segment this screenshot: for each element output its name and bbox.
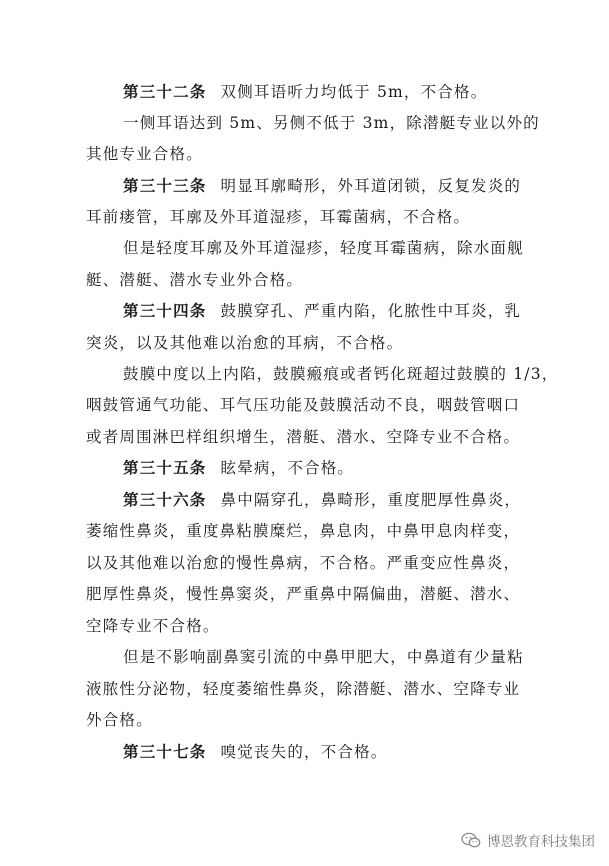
text-line (86, 710, 153, 730)
text-line (123, 301, 521, 321)
text-line (123, 82, 487, 102)
article-number: 第三十七条 (123, 742, 207, 761)
article-number: 第三十五条 (123, 458, 207, 477)
text-line (86, 679, 520, 699)
text-line (86, 395, 520, 415)
line-text: 一侧耳语达到 5m、另侧不低于 3m，除潜艇专业以外的 (123, 114, 540, 132)
text-line (86, 333, 403, 353)
text-line (86, 521, 520, 541)
line-text: 萎缩性鼻炎，重度鼻粘膜糜烂，鼻息肉，中鼻甲息肉样变， (86, 522, 521, 540)
wechat-icon (461, 832, 481, 849)
text-line (86, 270, 303, 290)
text-line (123, 238, 524, 258)
text-line (86, 616, 220, 636)
text-line (123, 113, 540, 133)
text-line (123, 458, 354, 478)
line-text: 其他专业合格。 (86, 145, 203, 163)
text-line (123, 647, 524, 667)
text-line (123, 490, 521, 510)
line-text: 肥厚性鼻炎，慢性鼻窦炎，严重鼻中隔偏曲，潜艇、潜水、 (86, 585, 521, 603)
line-text: 鼓膜中度以上内陷，鼓膜瘢痕或者钙化斑超过鼓膜的 1/3， (123, 365, 559, 383)
line-text: 耳前瘘管，耳廓及外耳道湿疹，耳霉菌病，不合格。 (86, 208, 471, 226)
line-text: 但是不影响副鼻窦引流的中鼻甲肥大，中鼻道有少量粘 (123, 648, 524, 666)
line-text: 咽鼓管通气功能、耳气压功能及鼓膜活动不良，咽鼓管咽口 (86, 396, 521, 414)
article-number: 第三十六条 (123, 490, 207, 509)
line-text: 艇、潜艇、潜水专业外合格。 (86, 271, 304, 289)
text-line (86, 207, 470, 227)
line-text: 明显耳廓畸形，外耳道闭锁，反复发炎的 (220, 177, 522, 195)
line-text: 鼓膜穿孔、严重内陷，化脓性中耳炎，乳 (220, 302, 522, 320)
line-text: 或者周围淋巴样组织增生，潜艇、潜水、空降专业不合格。 (86, 428, 521, 446)
text-line (86, 144, 203, 164)
text-line (86, 584, 520, 604)
text-line (123, 364, 558, 384)
line-text: 眩晕病，不合格。 (220, 459, 355, 477)
line-text: 液脓性分泌物，轻度萎缩性鼻炎，除潜艇、潜水、空降专业 (86, 680, 521, 698)
line-text: 双侧耳语听力均低于 5m，不合格。 (220, 83, 488, 101)
line-text: 外合格。 (86, 711, 153, 729)
article-number: 第三十三条 (123, 176, 207, 195)
text-line (123, 176, 521, 196)
article-number: 第三十二条 (123, 82, 207, 101)
text-line (123, 742, 388, 762)
line-text: 嗅觉丧失的，不合格。 (220, 743, 388, 761)
line-text: 突炎，以及其他难以治愈的耳病，不合格。 (86, 334, 404, 352)
text-line (86, 553, 520, 573)
watermark-text: 博恩教育科技集团 (487, 834, 595, 850)
line-text: 鼻中隔穿孔，鼻畸形，重度肥厚性鼻炎， (220, 491, 522, 509)
text-line (86, 427, 520, 447)
line-text: 空降专业不合格。 (86, 617, 220, 635)
watermark (461, 830, 595, 850)
line-text: 以及其他难以治愈的慢性鼻病，不合格。严重变应性鼻炎， (86, 554, 521, 572)
article-number: 第三十四条 (123, 301, 207, 320)
line-text: 但是轻度耳廓及外耳道湿疹，轻度耳霉菌病，除水面舰 (123, 239, 524, 257)
